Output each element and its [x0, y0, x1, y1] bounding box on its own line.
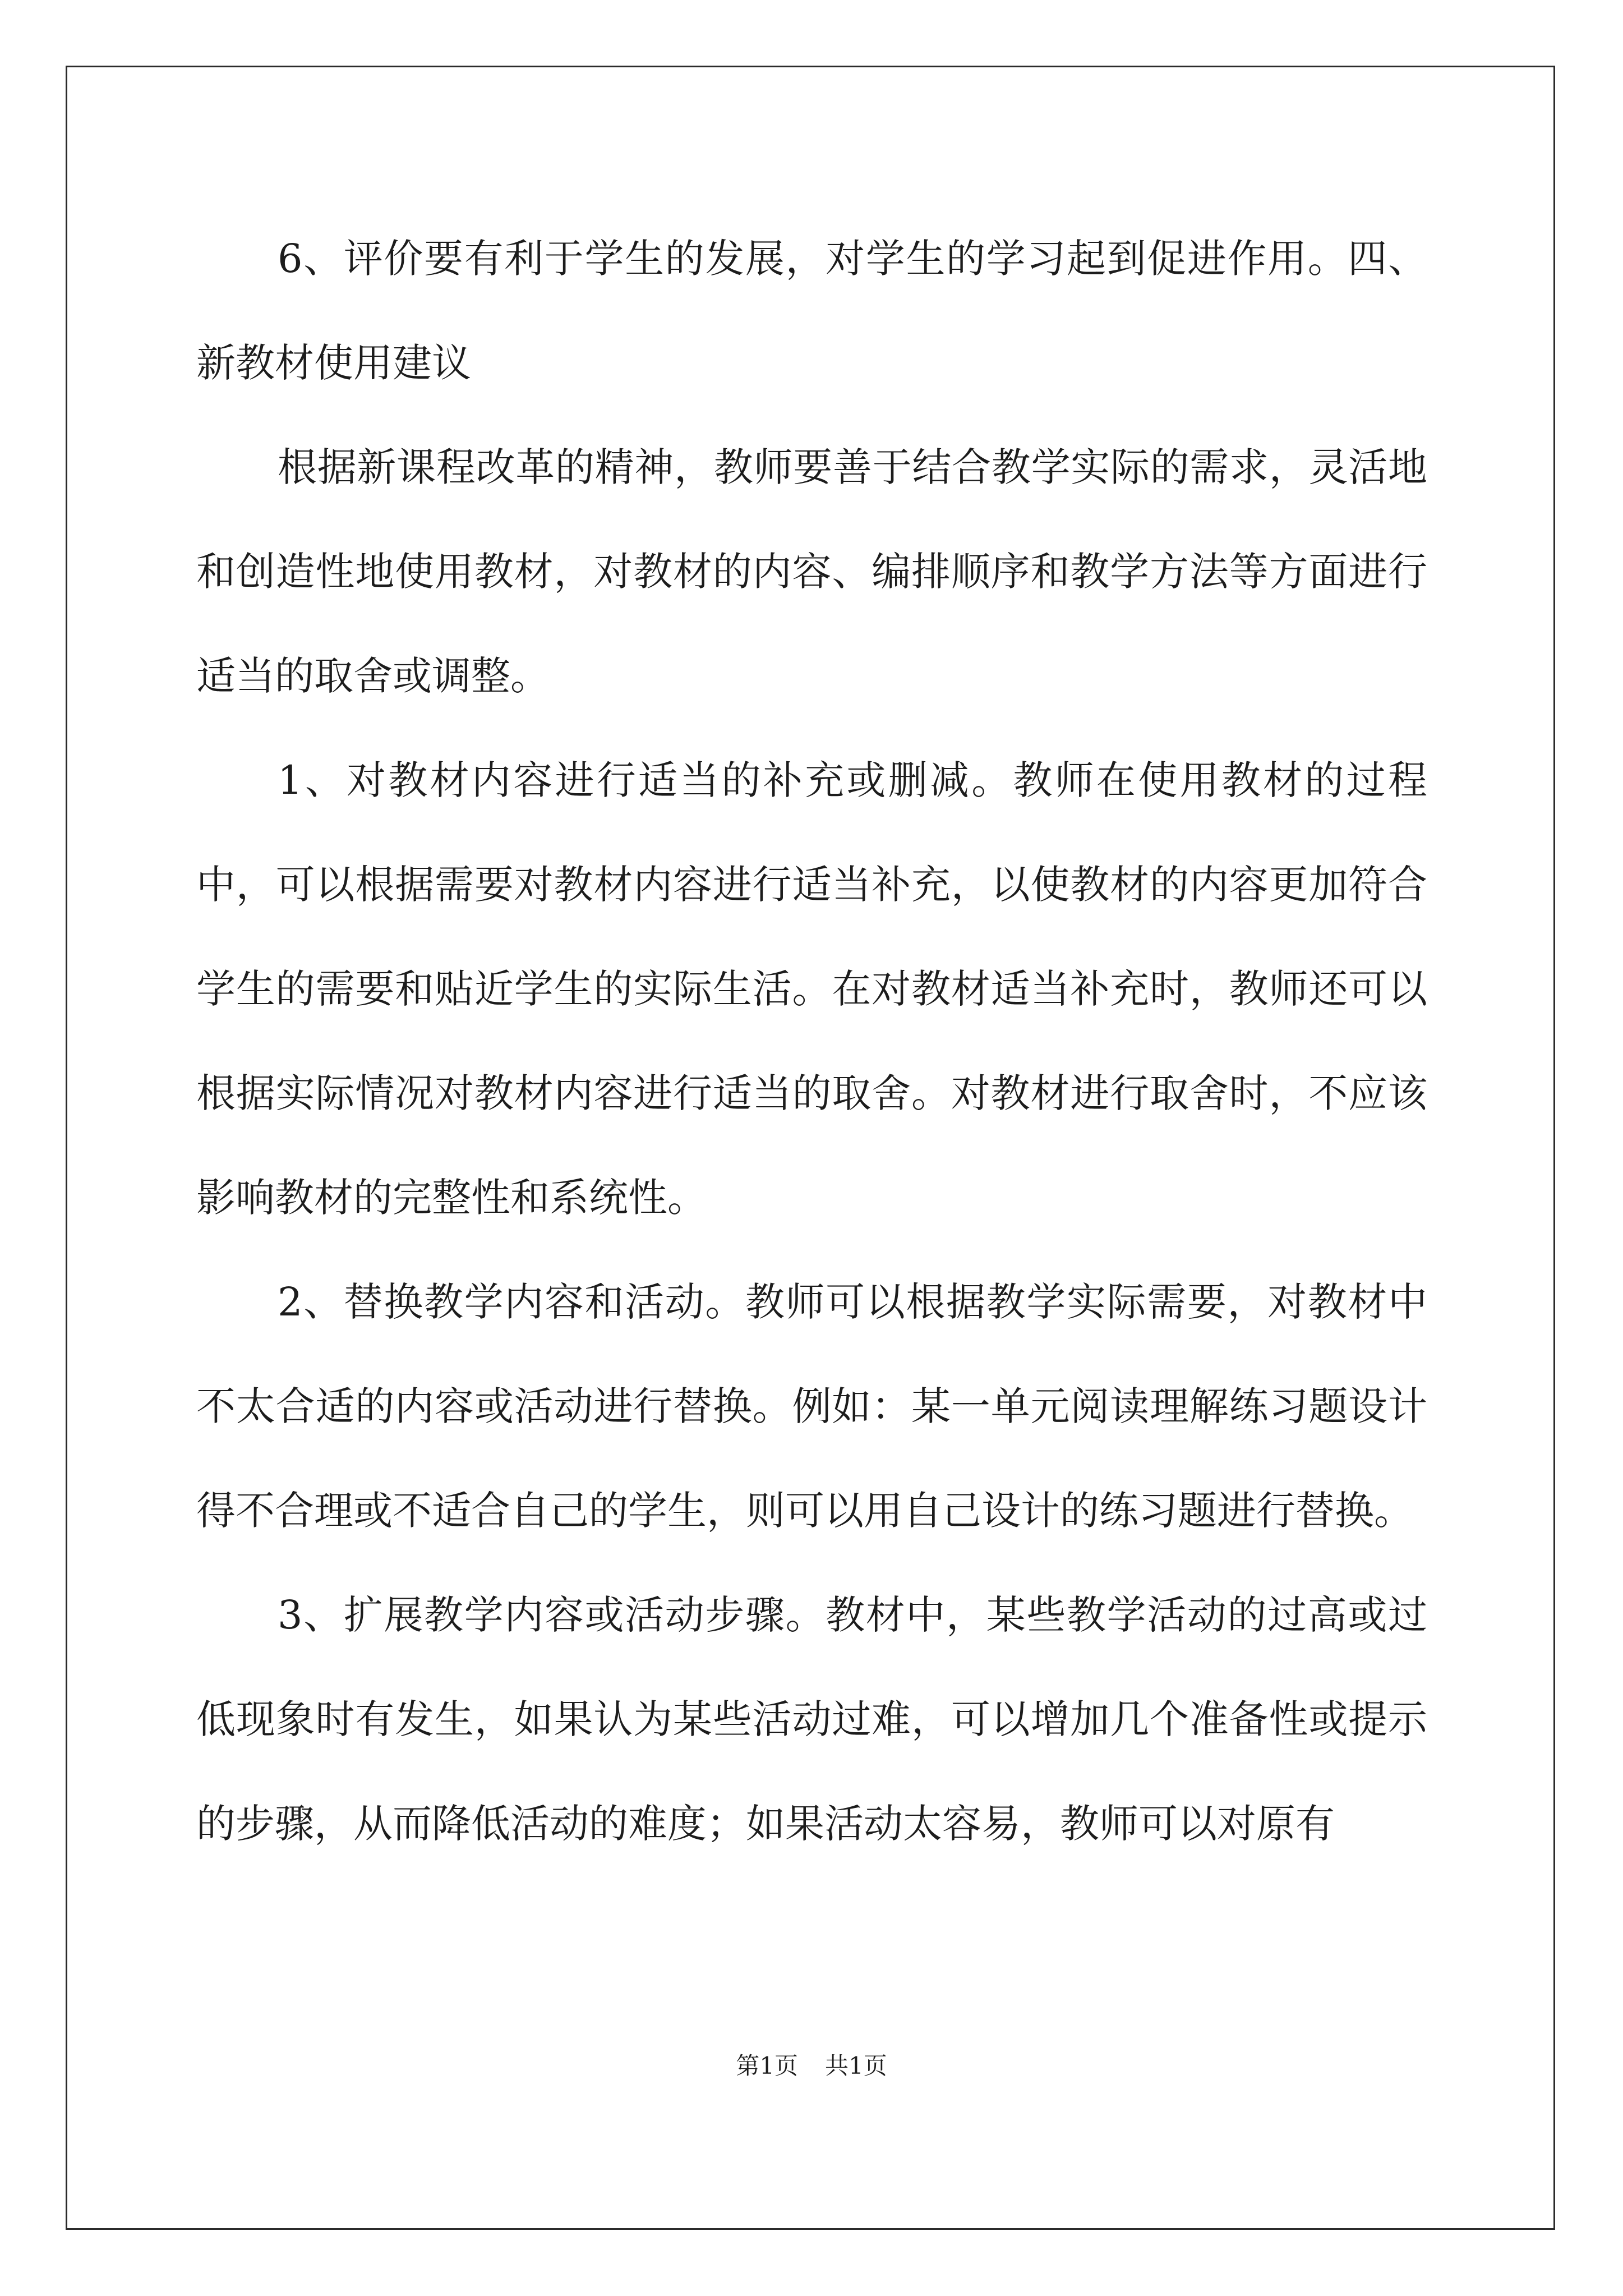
page-total: 共1页 — [825, 2052, 887, 2079]
paragraph-evaluation: 6、评价要有利于学生的发展，对学生的学习起到促进作用。四、新教材使用建议 — [196, 236, 1427, 386]
page-number: 第1页 — [736, 2052, 798, 2079]
paragraph-textbook-usage: 根据新课程改革的精神，教师要善于结合教学实际的需求，灵活地和创造性地使用教材，对教材的内容、编排顺序和教学方法等方面进行适当的取舍或调整。 — [196, 444, 1427, 699]
paragraph-extend-content: 3、扩展教学内容或活动步骤。教材中，某些教学活动的过高或过低现象时有发生，如果认为某些活动过难，可以增加几个准备性或提示的步骤，从而降低活动的难度；如果活动太容易，教师可以对原有 — [196, 1592, 1427, 1847]
paragraph-replace-content: 2、替换教学内容和活动。教师可以根据教学实际需要，对教材中不太合适的内容或活动进行替换。例如：某一单元阅读理解练习题设计得不合理或不适合自己的学生，则可以用自己设计的练习题进行替换。 — [196, 1279, 1427, 1534]
paragraph-supplement-content: 1、对教材内容进行适当的补充或删减。教师在使用教材的过程中，可以根据需要对教材内容进行适当补充，以使教材的内容更加符合学生的需要和贴近学生的实际生活。在对教材适当补充时，教师还可以根据实际情况对教材内容进行适当的取舍。对教材进行取舍时，不应该影响教材的完整性和系统性。 — [196, 757, 1427, 1221]
document-body — [196, 206, 1427, 1876]
page-footer — [0, 2047, 1623, 2081]
